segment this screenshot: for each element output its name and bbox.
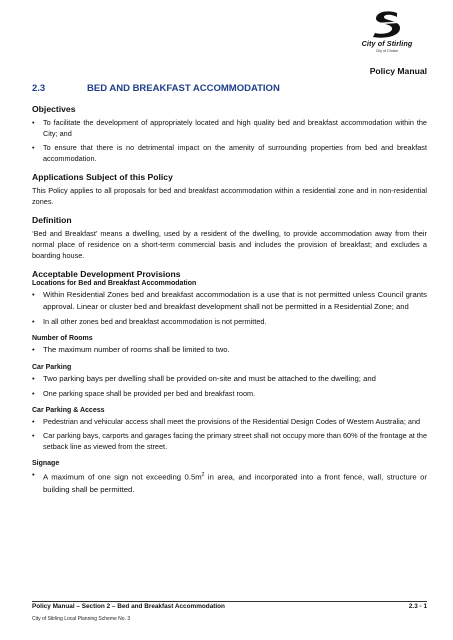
- list-item: • One parking space shall be provided per bed and breakfast room.: [32, 389, 256, 398]
- parking-list: [32, 373, 427, 399]
- logo-tagline: City of Choice: [375, 48, 399, 53]
- list-item: • In all other zones bed and breakfast accommodation is not permitted.: [32, 317, 267, 326]
- objectives-heading: Objectives: [32, 104, 76, 114]
- bullet-icon: •: [32, 345, 35, 354]
- acceptable-provisions-heading: Acceptable Development Provisions: [32, 269, 181, 279]
- signage-heading: Signage: [32, 460, 60, 467]
- bullet-icon: •: [32, 389, 35, 398]
- applications-heading: Applications Subject of this Policy: [32, 172, 173, 182]
- list-item: • Within Residential Zones bed and breakfast accommodation is a use that is not permitted unless Council grants approval. Linear or cluster bed and breakfast development shall not be permitted in a Residential Zone; and: [32, 290, 427, 311]
- definition-heading: Definition: [32, 215, 72, 225]
- manual-title: Policy Manual: [369, 66, 427, 76]
- definition-block: [32, 215, 427, 261]
- bullet-icon: •: [32, 417, 35, 426]
- list-item: • Car parking bays, carports and garages facing the primary street shall not occupy more than 60% of the frontage at the setback line as viewed from the street.: [32, 431, 427, 451]
- section-title: BED AND BREAKFAST ACCOMMODATION: [87, 83, 280, 94]
- signage-block: [32, 460, 427, 496]
- bullet-icon: •: [32, 290, 35, 299]
- access-block: [32, 407, 427, 452]
- bullet-icon: •: [32, 431, 35, 440]
- page-number: 2.3 - 1: [408, 603, 427, 610]
- rooms-list: [32, 344, 427, 356]
- footer-divider: [32, 601, 427, 602]
- access-heading: Car Parking & Access: [32, 407, 105, 414]
- applications-block: [32, 172, 427, 207]
- list-item: • To facilitate the development of appropriately located and high quality bed and breakfast accommodation within the City; and: [32, 118, 427, 138]
- footer-title: Policy Manual – Section 2 – Bed and Breakfast Accommodation: [32, 603, 225, 610]
- bullet-icon: •: [32, 470, 35, 479]
- policy-content: [32, 104, 427, 504]
- logo-name: City of Stirling: [361, 39, 413, 48]
- list-item: • A maximum of one sign not exceeding $0.5m^2$ in area, and incorporated into a front fence, wall, structure or building shall be permitted.: [32, 470, 427, 494]
- definition-text: ‘Bed and Breakfast’ means a dwelling, used by a resident of the dwelling, to provide accommodation away from their normal place of residence on a short-term commercial basis and includes the provision of breakfast; and excludes a boarding house.: [32, 229, 427, 260]
- rooms-block: [32, 335, 427, 356]
- objectives-block: [32, 104, 427, 164]
- acceptable-provisions-block: [32, 269, 427, 327]
- section-heading: [32, 83, 280, 94]
- bullet-icon: •: [32, 118, 35, 127]
- signage-list: [32, 469, 427, 496]
- access-list: [32, 416, 427, 452]
- stirling-s-logo-icon: [369, 10, 405, 38]
- bullet-icon: •: [32, 317, 35, 326]
- objectives-list: [32, 117, 427, 164]
- list-item: • Pedestrian and vehicular access shall meet the provisions of the Residential Design Codes of Western Australia; and: [32, 417, 421, 426]
- applications-text: This Policy applies to all proposals for bed and breakfast accommodation within a residential zone and in non-residential zones.: [32, 186, 427, 206]
- parking-block: [32, 364, 427, 399]
- list-item: • To ensure that there is no detrimental impact on the amenity of surrounding properties from bed and breakfast accommodation.: [32, 143, 427, 163]
- city-of-stirling-logo: [347, 10, 427, 60]
- scheme-note: City of Stirling Local Planning Scheme No. 3: [32, 616, 131, 622]
- rooms-heading: Number of Rooms: [32, 335, 93, 342]
- list-item: • The maximum number of rooms shall be limited to two.: [32, 345, 230, 354]
- list-item: • Two parking bays per dwelling shall be provided on-site and must be attached to the dwelling; and: [32, 374, 376, 383]
- bullet-icon: •: [32, 143, 35, 152]
- parking-heading: Car Parking: [32, 364, 72, 371]
- section-number: 2.3: [32, 83, 46, 94]
- locations-heading: Locations for Bed and Breakfast Accommodation: [32, 280, 197, 287]
- locations-list: [32, 289, 427, 327]
- bullet-icon: •: [32, 374, 35, 383]
